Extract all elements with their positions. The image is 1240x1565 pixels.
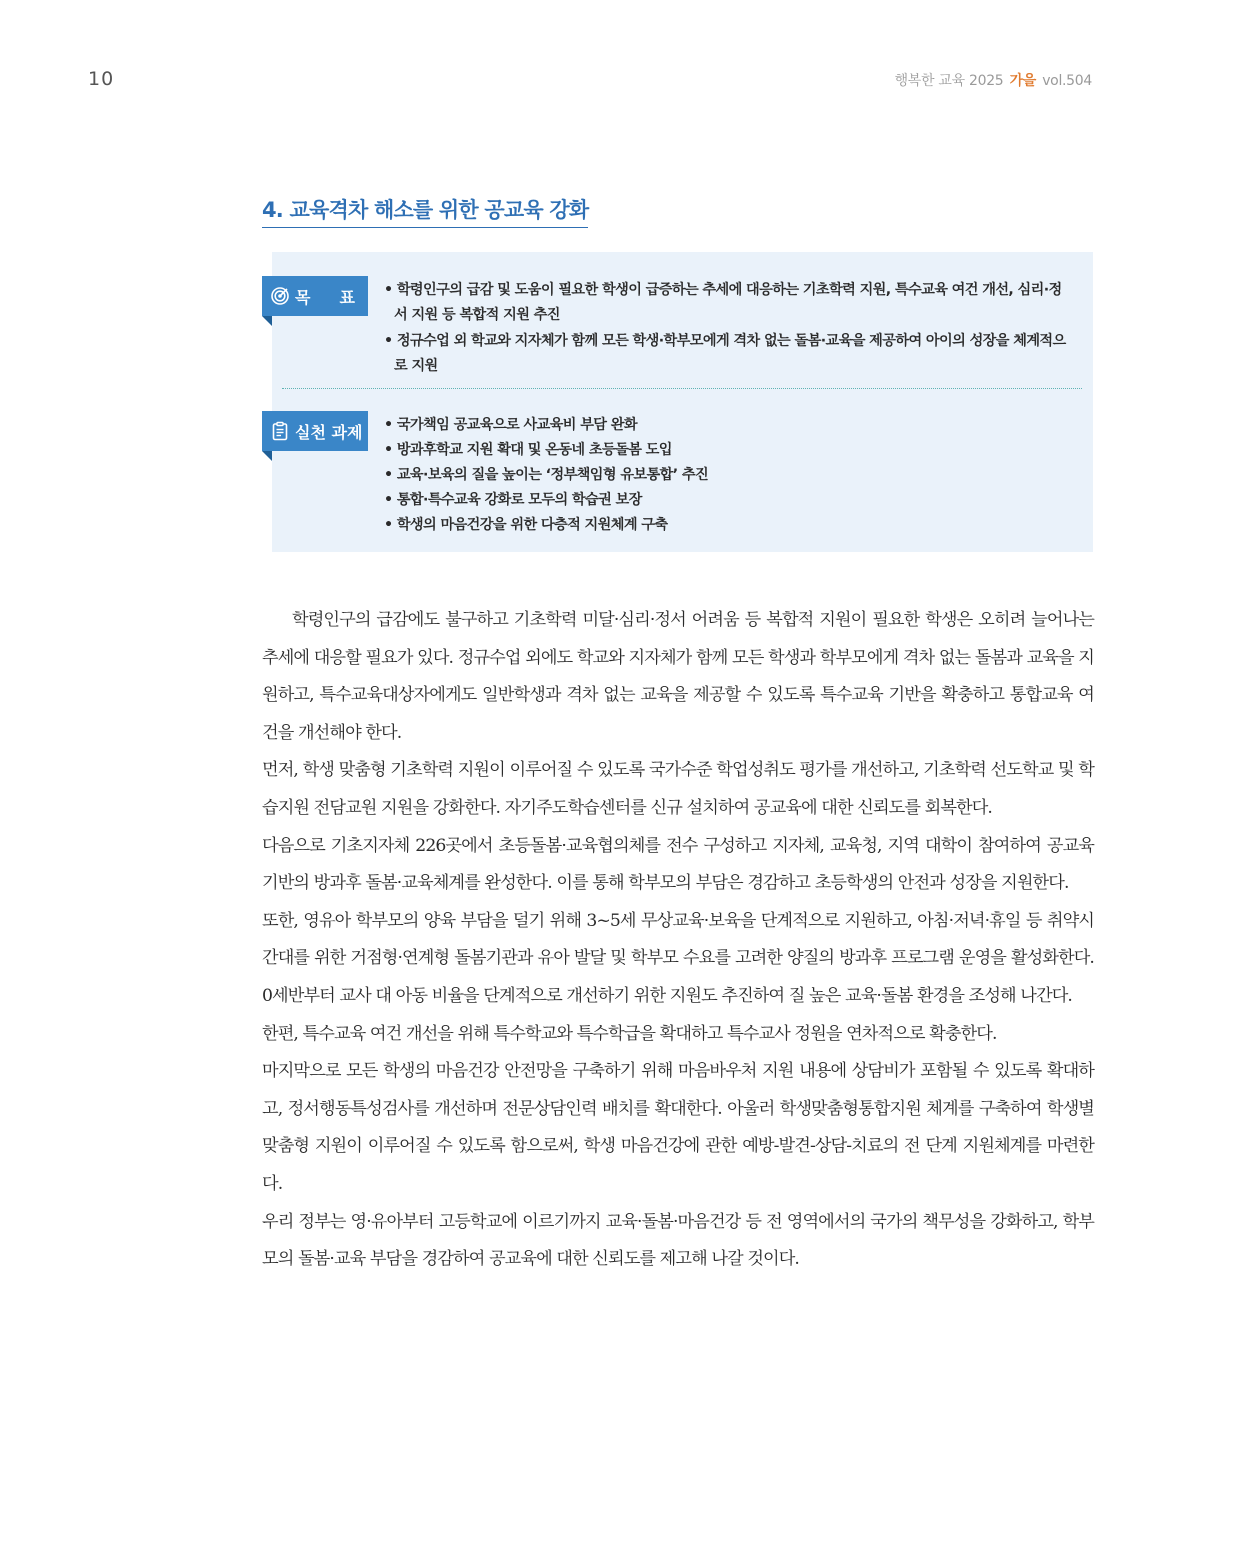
body-paragraph: 학령인구의 급감에도 불구하고 기초학력 미달·심리·정서 어려움 등 복합적 지원이 필요한 학생은 오히려 늘어나는 추세에 대응할 필요가 있다. 정규수업 외에도 학교와 지자체가 함께 모든 학생과 학부모에게 격차 없는 돌봄과 교육을 지원하고, 특수교육대상자에게도 일반학생과 격차 없는 교육을 제공할 수 있도록 특수교육 기반을 확충하고 통합교육 여건을 개선해야 한다. [262, 610, 1094, 743]
running-head [895, 70, 1092, 90]
task-tag [262, 411, 368, 451]
magazine-title: 행복한 교육 2025 [894, 73, 1004, 89]
task-list [384, 413, 1074, 538]
goal-label-first: 목 [295, 287, 311, 307]
task-item: • 방과후학교 지원 확대 및 온동네 초등돌봄 도입 [384, 438, 1074, 463]
season-label: 가을 [1009, 73, 1037, 89]
target-icon [270, 286, 290, 306]
task-item: • 통합·특수교육 강화로 모두의 학습권 보장 [384, 488, 1074, 513]
task-label: 실천 과제 [295, 422, 363, 442]
goal-tag [262, 276, 368, 316]
goal-item: • 학령인구의 급감 및 도움이 필요한 학생이 급증하는 추세에 대응하는 기초학력 지원, 특수교육 여건 개선, 심리·정서 지원 등 복합적 지원 추진 [384, 278, 1074, 328]
summary-divider [282, 388, 1082, 389]
body-paragraph: 우리 정부는 영·유아부터 고등학교에 이르기까지 교육·돌봄·마음건강 등 전 영역에서의 국가의 책무성을 강화하고, 학부모의 돌봄·교육 부담을 경감하여 공교육에 대한 신뢰도를 제고해 나갈 것이다. [262, 1211, 1094, 1270]
goal-label-second: 표 [339, 287, 355, 307]
task-item: • 국가책임 공교육으로 사교육비 부담 완화 [384, 413, 1074, 438]
body-paragraph: 한편, 특수교육 여건 개선을 위해 특수학교와 특수학급을 확대하고 특수교사 정원을 연차적으로 확충한다. [262, 1023, 997, 1044]
goal-item: • 정규수업 외 학교와 지자체가 함께 모든 학생·학부모에게 격차 없는 돌봄·교육을 제공하여 아이의 성장을 체계적으로 지원 [384, 329, 1074, 379]
body-paragraph: 다음으로 기초지자체 226곳에서 초등돌봄·교육협의체를 전수 구성하고 지자체, 교육청, 지역 대학이 참여하여 공교육 기반의 방과후 돌봄·교육체계를 완성한다. 이를 통해 학부모의 부담은 경감하고 초등학생의 안전과 성장을 지원한다. [262, 835, 1094, 894]
body-paragraph: 마지막으로 모든 학생의 마음건강 안전망을 구축하기 위해 마음바우처 지원 내용에 상담비가 포함될 수 있도록 확대하고, 정서행동특성검사를 개선하며 전문상담인력 배치를 확대한다. 아울러 학생맞춤형통합지원 체계를 구축하여 학생별 맞춤형 지원이 이루어질 수 있도록 함으로써, 학생 마음건강에 관한 예방-발견-상담-치료의 전 단계 지원체계를 마련한다. [262, 1061, 1094, 1194]
body-paragraph: 또한, 영유아 학부모의 양육 부담을 덜기 위해 3~5세 무상교육·보육을 단계적으로 지원하고, 아침·저녁·휴일 등 취약시간대를 위한 거점형·연계형 돌봄기관과 유아 발달 및 학부모 수요를 고려한 양질의 방과후 프로그램 운영을 활성화한다. 0세반부터 교사 대 아동 비율을 단계적으로 개선하기 위한 지원도 추진하여 질 높은 교육·돌봄 환경을 조성해 나간다. [262, 910, 1094, 1006]
task-item: • 교육·보육의 질을 높이는 ‘정부책임형 유보통합’ 추진 [384, 463, 1074, 488]
goal-list [384, 278, 1074, 380]
clipboard-icon [270, 421, 290, 441]
page-number: 10 [88, 68, 115, 90]
section-title: 4. 교육격차 해소를 위한 공교육 강화 [262, 194, 588, 228]
volume-label: vol.504 [1042, 73, 1092, 89]
goal-label [295, 285, 355, 308]
task-item: • 학생의 마음건강을 위한 다층적 지원체계 구축 [384, 513, 1074, 538]
body-text [262, 602, 1094, 1279]
body-paragraph: 먼저, 학생 맞춤형 기초학력 지원이 이루어질 수 있도록 국가수준 학업성취도 평가를 개선하고, 기초학력 선도학교 및 학습지원 전담교원 지원을 강화한다. 자기주도학습센터를 신규 설치하여 공교육에 대한 신뢰도를 회복한다. [262, 760, 1094, 818]
